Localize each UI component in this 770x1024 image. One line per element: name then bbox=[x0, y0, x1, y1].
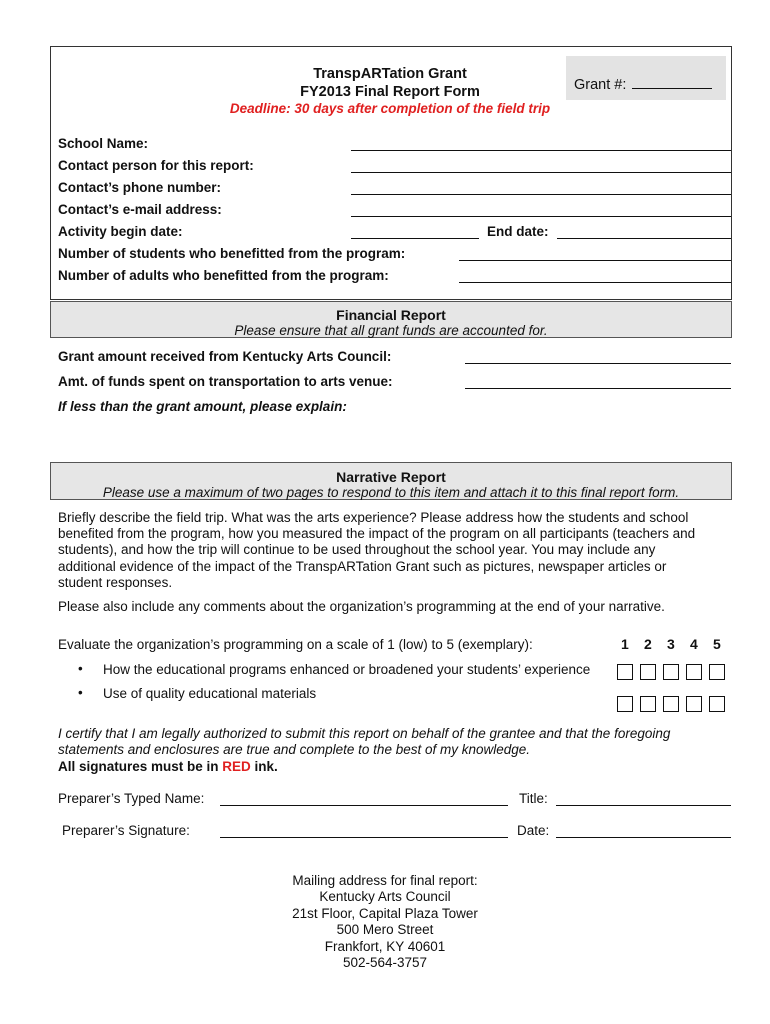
bullet-icon: • bbox=[78, 685, 83, 700]
certify-line-1: I certify that I am legally authorized to submit this report on behalf of the grantee and that the foregoing bbox=[58, 726, 671, 741]
item-2-rating-5-checkbox[interactable] bbox=[709, 696, 725, 712]
students-field[interactable] bbox=[459, 260, 731, 261]
scale-3: 3 bbox=[667, 636, 675, 652]
signature-ink-prefix: All signatures must be in bbox=[58, 759, 223, 774]
grant-number-field[interactable] bbox=[632, 77, 712, 89]
contact-phone-label: Contact’s phone number: bbox=[58, 180, 222, 195]
date-field[interactable] bbox=[556, 837, 731, 838]
item-1-rating-3-checkbox[interactable] bbox=[663, 664, 679, 680]
item-1-rating-5-checkbox[interactable] bbox=[709, 664, 725, 680]
evaluation-item-2: Use of quality educational materials bbox=[103, 686, 317, 701]
scale-1: 1 bbox=[621, 636, 629, 652]
item-2-rating-1-checkbox[interactable] bbox=[617, 696, 633, 712]
contact-phone-field[interactable] bbox=[351, 194, 731, 195]
narrative-line-4: additional evidence of the impact of the TranspARTation Grant such as pictures, newspaper articles or bbox=[58, 559, 667, 574]
mailing-line: 500 Mero Street bbox=[336, 922, 434, 938]
typed-name-label: Preparer’s Typed Name: bbox=[58, 791, 205, 806]
narrative-report-subtitle: Please use a maximum of two pages to respond to this item and attach it to this final report form. bbox=[102, 485, 680, 500]
bullet-icon: • bbox=[78, 661, 83, 676]
signature-field[interactable] bbox=[220, 837, 508, 838]
scale-2: 2 bbox=[644, 636, 652, 652]
school-name-field[interactable] bbox=[351, 150, 731, 151]
mailing-line: Mailing address for final report: bbox=[292, 873, 478, 888]
item-2-rating-4-checkbox[interactable] bbox=[686, 696, 702, 712]
mailing-address bbox=[235, 873, 535, 971]
narrative-report-title: Narrative Report bbox=[336, 469, 446, 485]
signature-ink-red: RED bbox=[222, 759, 251, 774]
begin-date-label: Activity begin date: bbox=[58, 224, 183, 239]
mailing-line: 502-564-3757 bbox=[342, 955, 428, 971]
explain-label: If less than the grant amount, please explain: bbox=[58, 399, 347, 414]
narrative-comments-line: Please also include any comments about the organization’s programming at the end of your narrative. bbox=[58, 599, 665, 614]
grant-number-box bbox=[566, 56, 726, 100]
date-label: Date: bbox=[517, 823, 550, 838]
students-label: Number of students who benefitted from the program: bbox=[58, 246, 406, 261]
item-1-rating-1-checkbox[interactable] bbox=[617, 664, 633, 680]
begin-date-field[interactable] bbox=[351, 238, 479, 239]
typed-name-field[interactable] bbox=[220, 805, 508, 806]
narrative-line-1: Briefly describe the field trip. What was the arts experience? Please address how the students and school bbox=[58, 510, 689, 525]
narrative-line-3: students), and how the trip will continue to be used throughout the school year. You may include any bbox=[58, 542, 656, 557]
amt-spent-label: Amt. of funds spent on transportation to arts venue: bbox=[58, 374, 393, 389]
grant-amount-field[interactable] bbox=[465, 363, 731, 364]
narrative-line-5: student responses. bbox=[58, 575, 173, 590]
scale-5: 5 bbox=[713, 636, 721, 652]
amt-spent-field[interactable] bbox=[465, 388, 731, 389]
signature-label: Preparer’s Signature: bbox=[62, 823, 190, 838]
item-1-rating-2-checkbox[interactable] bbox=[640, 664, 656, 680]
end-date-field[interactable] bbox=[557, 238, 731, 239]
evaluation-prompt: Evaluate the organization’s programming on a scale of 1 (low) to 5 (exemplary): bbox=[58, 637, 533, 652]
financial-report-title: Financial Report bbox=[336, 307, 446, 323]
signature-ink-note bbox=[58, 759, 278, 774]
contact-email-field[interactable] bbox=[351, 216, 731, 217]
financial-report-subtitle: Please ensure that all grant funds are accounted for. bbox=[234, 323, 548, 338]
adults-field[interactable] bbox=[459, 282, 731, 283]
mailing-line: Kentucky Arts Council bbox=[319, 889, 451, 905]
contact-person-field[interactable] bbox=[351, 172, 731, 173]
contact-email-label: Contact’s e-mail address: bbox=[58, 202, 222, 217]
certify-line-2: statements and enclosures are true and complete to the best of my knowledge. bbox=[58, 742, 531, 757]
deadline-text: Deadline: 30 days after completion of the field trip bbox=[229, 101, 551, 116]
title-label: Title: bbox=[519, 791, 548, 806]
item-2-rating-2-checkbox[interactable] bbox=[640, 696, 656, 712]
grant-amount-label: Grant amount received from Kentucky Arts Council: bbox=[58, 349, 392, 364]
scale-4: 4 bbox=[690, 636, 698, 652]
school-name-label: School Name: bbox=[58, 136, 149, 151]
form-title: TranspARTation Grant bbox=[313, 66, 467, 82]
grant-number-label: Grant #: bbox=[574, 77, 627, 93]
contact-person-label: Contact person for this report: bbox=[58, 158, 254, 173]
narrative-line-2: benefited from the program, how you measured the impact of the program on all participants (teachers and bbox=[58, 526, 696, 541]
form-subtitle: FY2013 Final Report Form bbox=[300, 84, 480, 100]
mailing-line: 21st Floor, Capital Plaza Tower bbox=[292, 905, 478, 921]
title-field[interactable] bbox=[556, 805, 731, 806]
item-2-rating-3-checkbox[interactable] bbox=[663, 696, 679, 712]
adults-label: Number of adults who benefitted from the program: bbox=[58, 268, 389, 283]
end-date-label: End date: bbox=[487, 224, 549, 239]
item-1-rating-4-checkbox[interactable] bbox=[686, 664, 702, 680]
mailing-line: Frankfort, KY 40601 bbox=[324, 938, 446, 954]
signature-ink-suffix: ink. bbox=[250, 759, 278, 774]
evaluation-item-1: How the educational programs enhanced or broadened your students’ experience bbox=[103, 662, 591, 677]
